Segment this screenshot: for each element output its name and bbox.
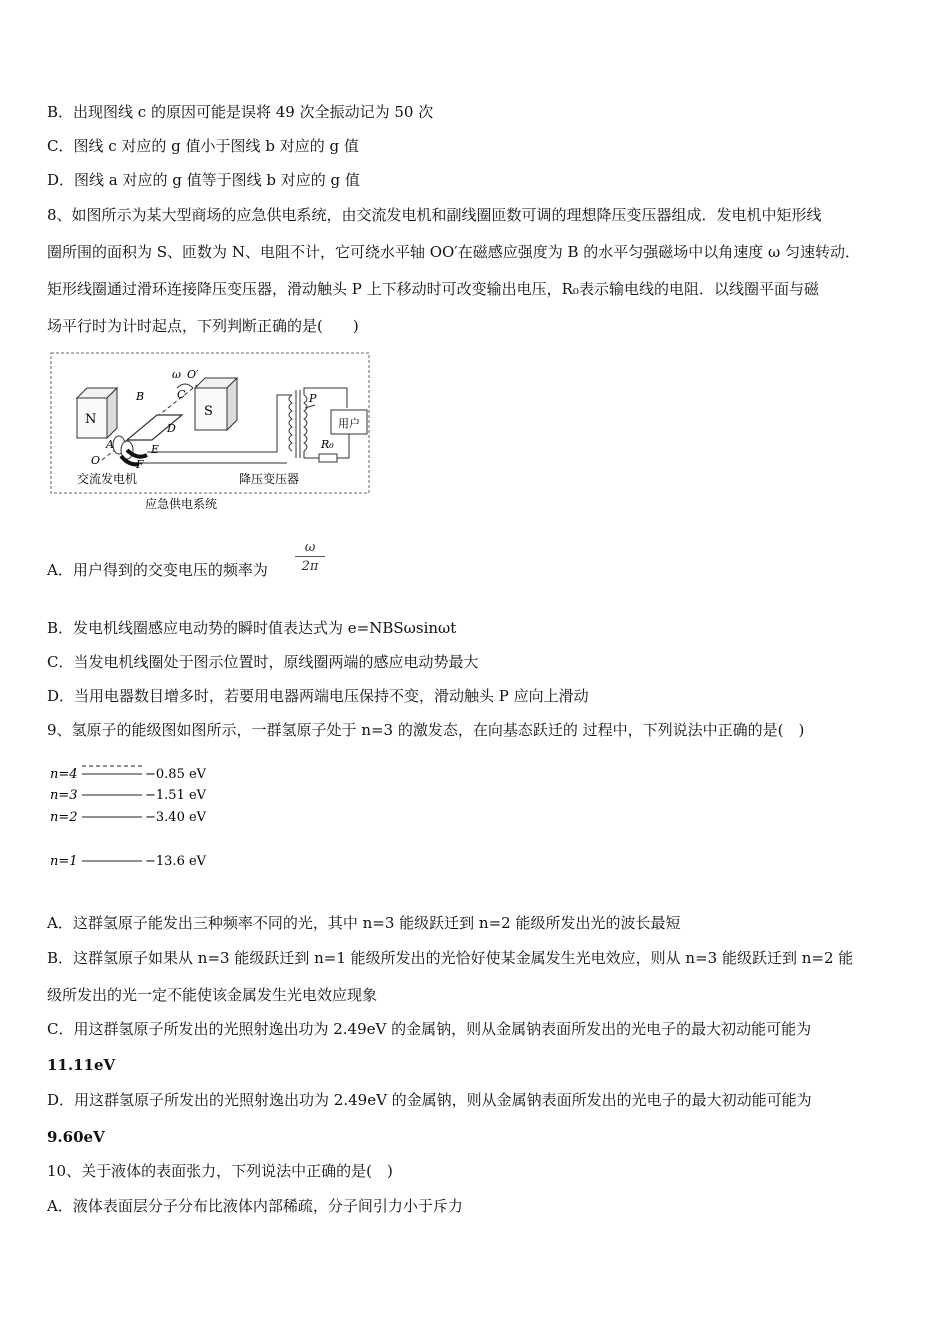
level-n3-energy: −1.51 eV <box>145 788 207 803</box>
fraction-numerator: ω <box>295 540 325 557</box>
label-generator: 交流发电机 <box>77 472 138 486</box>
label-c: C <box>177 388 186 401</box>
label-b: B <box>136 390 145 403</box>
emergency-power-system-figure <box>47 350 377 515</box>
label-r0: R₀ <box>321 438 334 451</box>
q7-option-c: C．图线 c 对应的 g 值小于图线 b 对应的 g 值 <box>47 137 359 155</box>
q9-option-c-line-1: C．用这群氢原子所发出的光照射逸出功为 2.49eV 的金属钠，则从金属钠表面所发出的光电子的最大初动能可能为 <box>47 1020 812 1038</box>
q9-option-c-line-2: 11.11eV <box>47 1056 116 1074</box>
label-s: S <box>204 404 213 419</box>
q8-option-b: B．发电机线圈感应电动势的瞬时值表达式为 e=NBSωsinωt <box>47 619 457 637</box>
q8-option-a: A．用户得到的交变电压的频率为 <box>47 561 268 579</box>
level-n3-label: n=3 <box>50 788 78 803</box>
level-n4-label: n=4 <box>50 767 78 782</box>
q7-option-b: B．出现图线 c 的原因可能是误将 49 次全振动记为 50 次 <box>47 103 434 121</box>
q9-option-b-line-2: 级所发出的光一定不能使该金属发生光电效应现象 <box>47 986 378 1004</box>
q7-option-d: D．图线 a 对应的 g 值等于图线 b 对应的 g 值 <box>47 171 360 189</box>
label-p: P <box>309 392 317 405</box>
label-o: O <box>91 454 101 467</box>
label-omega: ω <box>172 368 181 381</box>
secondary-coil <box>304 395 307 451</box>
level-n1-label: n=1 <box>50 854 78 869</box>
label-transformer: 降压变压器 <box>239 472 300 486</box>
resistor-r0 <box>319 454 337 462</box>
hydrogen-energy-level-diagram <box>47 758 227 878</box>
primary-coil <box>289 395 292 451</box>
q9-option-a: A．这群氢原子能发出三种频率不同的光，其中 n=3 能级跃迁到 n=2 能级所发出光的波长最短 <box>47 914 681 932</box>
level-n1-energy: −13.6 eV <box>145 854 207 869</box>
label-e: E <box>151 443 160 456</box>
fraction-denominator: 2π <box>301 559 319 574</box>
label-o-prime: O′ <box>187 368 199 381</box>
level-n4-energy: −0.85 eV <box>145 767 207 782</box>
q8-option-c: C．当发电机线圈处于图示位置时，原线圈两端的感应电动势最大 <box>47 653 479 671</box>
q9-option-d-line-1: D．用这群氢原子所发出的光照射逸出功为 2.49eV 的金属钠，则从金属钠表面所发出的光电子的最大初动能可能为 <box>47 1091 812 1109</box>
label-f: F <box>136 458 144 471</box>
q8-stem-line-3: 矩形线圈通过滑环连接降压变压器，滑动触头 P 上下移动时可改变输出电压，R₀表示输电线的电阻．以线圈平面与磁 <box>47 280 819 298</box>
q10-option-a: A．液体表面层分子分布比液体内部稀疏，分子间引力小于斥力 <box>47 1197 463 1215</box>
q8-stem-line-1: 8、如图所示为某大型商场的应急供电系统，由交流发电机和副线圈匝数可调的理想降压变压器组成．发电机中矩形线 <box>47 206 822 224</box>
label-a: A <box>106 438 114 451</box>
q9-stem: 9、氢原子的能级图如图所示，一群氢原子处于 n=3 的激发态，在向基态跃迁的 过程中，下列说法中正确的是( ) <box>47 721 805 739</box>
level-n2-label: n=2 <box>50 810 78 825</box>
level-n2-energy: −3.40 eV <box>145 810 207 825</box>
q8-stem-line-2: 圈所围的面积为 S、匝数为 N、电阻不计，它可绕水平轴 OO′在磁感应强度为 B 的水平匀强磁场中以角速度 ω 匀速转动． <box>47 243 861 261</box>
fraction-omega-over-2pi <box>295 540 325 577</box>
q10-stem: 10、关于液体的表面张力，下列说法中正确的是( ) <box>47 1162 393 1180</box>
label-d: D <box>167 422 176 435</box>
q9-option-b-line-1: B．这群氢原子如果从 n=3 能级跃迁到 n=1 能级所发出的光恰好使某金属发生光电效应，则从 n=3 能级跃迁到 n=2 能 <box>47 949 854 967</box>
figure-caption: 应急供电系统 <box>145 497 218 511</box>
label-n: N <box>85 412 97 427</box>
label-user: 用户 <box>338 417 360 430</box>
q8-option-d: D．当用电器数目增多时，若要用电器两端电压保持不变，滑动触头 P 应向上滑动 <box>47 687 589 705</box>
q8-stem-line-4: 场平行时为计时起点，下列判断正确的是( ) <box>47 317 359 335</box>
q9-option-d-line-2: 9.60eV <box>47 1128 105 1146</box>
